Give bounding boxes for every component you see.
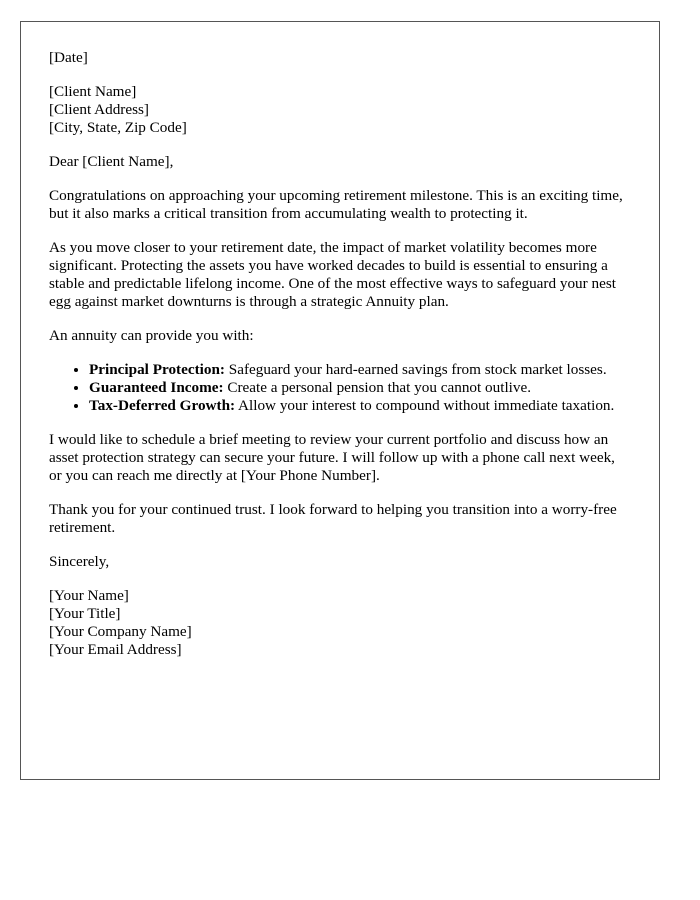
benefit-title: Tax-Deferred Growth: [89,397,236,414]
body-paragraph-thanks: Thank you for your continued trust. I look forward to helping you transition into a worry-free retirement. [49,501,617,536]
signature-block [49,587,631,659]
sender-name: [Your Name] [49,587,129,604]
list-item [89,361,631,379]
benefit-title: Guaranteed Income: [89,379,224,396]
recipient-city: [City, State, Zip Code] [49,119,187,136]
list-item [89,397,631,415]
benefits-list [49,361,631,415]
sender-title: [Your Title] [49,605,121,622]
body-paragraph-meeting: I would like to schedule a brief meeting to review your current portfolio and discuss how an asset protection strategy can secure your future. I will follow up with a phone call next week, or you can reach me directly at [Your Phone Number]. [49,431,615,484]
benefit-text: Create a personal pension that you cannot outlive. [223,379,532,396]
body-paragraph-protection: As you move closer to your retirement date, the impact of market volatility becomes more significant. Protecting the assets you have worked decades to build is essential to ensuring a stable and predictable lifelong income. One of the most effective ways to safeguard your nest egg against market downturns is through a strategic Annuity plan. [49,239,616,310]
letter-page [20,21,660,780]
benefit-text: Allow your interest to compound without immediate taxation. [235,397,615,414]
recipient-address-block [49,83,631,137]
signoff: Sincerely, [49,553,110,570]
body-paragraph-intro-list: An annuity can provide you with: [49,327,254,344]
recipient-address: [Client Address] [49,101,149,118]
date-text: [Date] [49,49,88,66]
sender-company: [Your Company Name] [49,623,192,640]
benefit-title: Principal Protection: [89,361,225,378]
benefit-text: Safeguard your hard-earned savings from stock market losses. [224,361,607,378]
salutation: Dear [Client Name], [49,153,174,170]
sender-email: [Your Email Address] [49,641,182,658]
letter-date [49,49,631,67]
body-paragraph-congratulations: Congratulations on approaching your upcoming retirement milestone. This is an exciting time, but it also marks a critical transition from accumulating wealth to protecting it. [49,187,623,222]
recipient-name: [Client Name] [49,83,137,100]
list-item [89,379,631,397]
